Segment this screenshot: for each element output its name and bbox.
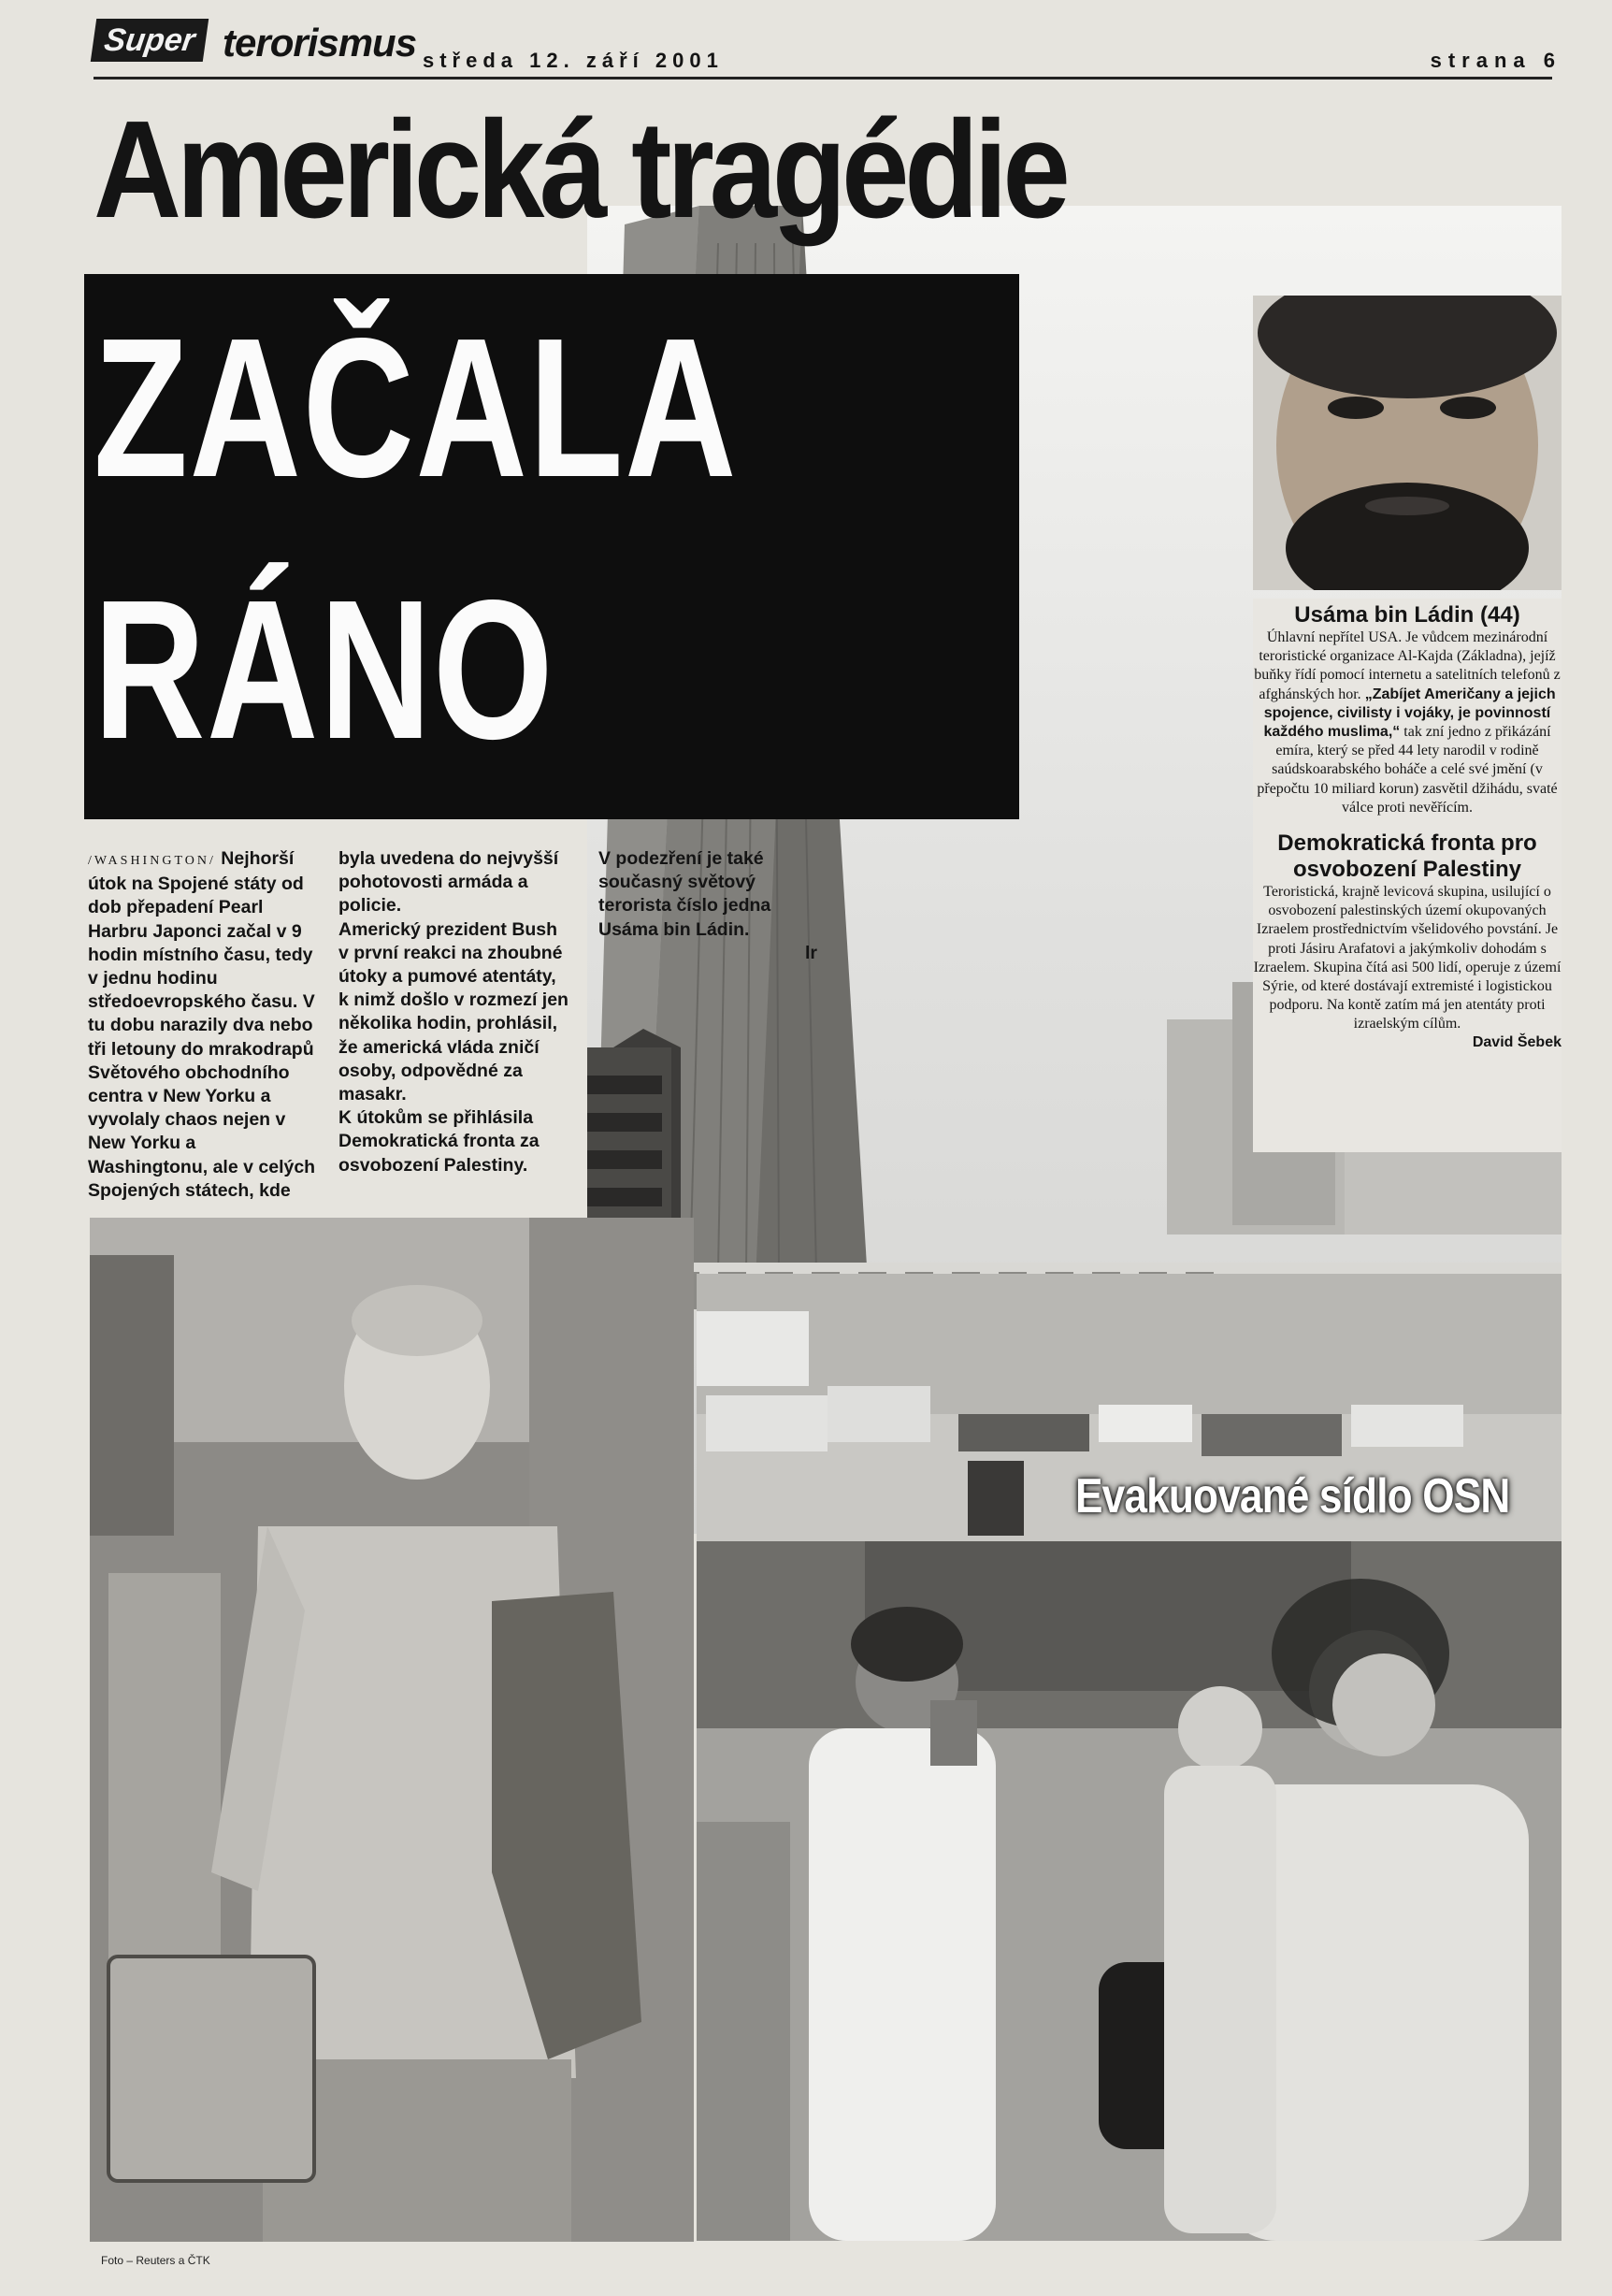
people-fleeing-photo: [697, 1541, 1562, 2241]
section-name: terorismus: [223, 21, 417, 65]
bin-ladin-body: [1253, 628, 1562, 817]
article-text-3: V podezření je také současný světový terorista číslo jedna Usáma bin Ládin.: [598, 848, 771, 940]
signature: David Šebek: [1472, 1033, 1562, 1050]
article-lead: Nejhorší: [221, 848, 295, 869]
sidebar: [1253, 599, 1562, 1152]
bin-ladin-title: Usáma bin Ládin (44): [1294, 602, 1520, 628]
big-headline-line-2: RÁNO: [94, 558, 555, 780]
article-column-3: [598, 847, 825, 965]
front-body: Teroristická, krajně levicová skupina, usilující o osvobození palestinských území okupovaných Izraelem prostřednictvím všelidového povstání. Je proti Jásiru Arafatovi a jakýmkoliv dohodám s Izraelem. Skupina čítá asi 500 lidí, operuje z území Sýrie, od které dostávají extremisté i logistickou podporu. Na kontě zatím má jen atentáty proti izraelským cílům.: [1253, 884, 1562, 1032]
photo-caption: Evakuované sídlo OSN: [1075, 1469, 1510, 1523]
page-headline: Americká tragédie: [94, 93, 1066, 247]
big-headline-line-1: ZAČALA: [94, 296, 739, 518]
bin-ladin-text-1: Úhlavní nepřítel USA. Je vůdcem mezinárodní teroristické organizace Al-Kajda (Základna), jejíž buňky řídí pomocí internetu a satelitních telefonů z afghánských hor.: [1254, 629, 1561, 702]
article-column-1: [88, 847, 320, 1203]
super-logo: Super: [91, 19, 209, 62]
author-initials: lr: [804, 942, 817, 963]
bin-ladin-text-2: tak zní jedno z přikázání emíra, který se před 44 lety narodil v rodině saúdskoarabského boháče a celé své jmění (v přepočtu 10 miliard korun) zasvětil džihádu, svaté válce proti nevěřícím.: [1257, 724, 1558, 816]
dateline: /WASHINGTON/: [88, 854, 216, 868]
article-text-1: útok na Spojené státy od dob přepadení Pearl Harbru Japonci začal v 9 hodin místního času, tedy v jednu hodinu středoevropského času. V tu dobu narazily dva nebo tři letouny do mrakodrapů Světového obchodního centra v New Yorku a vyvolaly chaos nejen v New Yorku a Washingtonu, ale v celých Spojených státech, kde: [88, 874, 316, 1201]
bin-ladin-quote: „Zabíjet Američany a jejich spojence, civilisty i vojáky, je povinností každého muslima,“: [1263, 686, 1556, 741]
injured-man-photo: [90, 1218, 694, 2242]
front-title: Demokratická fronta pro osvobození Palestiny: [1277, 830, 1537, 883]
bin-ladin-portrait: [1253, 296, 1562, 590]
issue-date: středa 12. září 2001: [423, 49, 724, 72]
article-column-2: byla uvedena do nejvyšší pohotovosti armáda a policie. Americký prezident Bush v první reakci na zhoubné útoky a pumové atentáty, k nimž došlo v rozmezí jen několika hodin, prohlásil, že americká vláda zničí osoby, odpovědné za masakr. K útokům se přihlásila Demokratická fronta za osvobození Palestiny.: [338, 848, 569, 1176]
photo-credit: Foto – Reuters a ČTK: [101, 2254, 210, 2267]
page-number: strana 6: [1430, 49, 1562, 72]
